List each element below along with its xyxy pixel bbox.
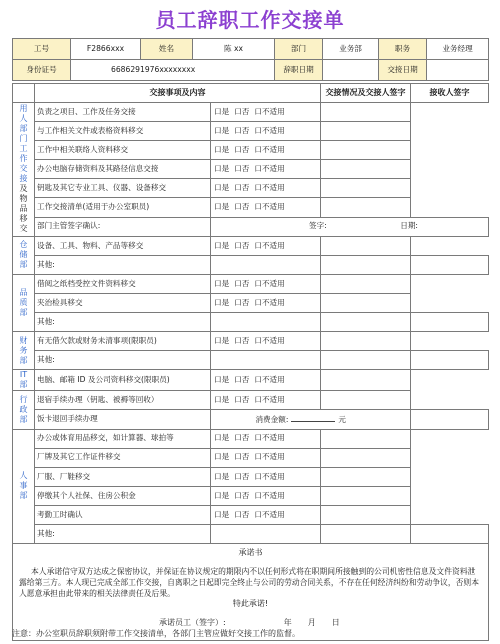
status-options [211,505,321,524]
checkbox-option[interactable]: 口否 [234,125,250,135]
receiver-signature[interactable] [321,448,411,467]
checkbox-option[interactable]: 口不适用 [254,202,285,212]
status-options [211,332,321,351]
item-label: 与工作相关文件或表格资料移交 [35,122,211,141]
checkbox-option[interactable]: 口是 [214,433,230,443]
status-options [211,236,321,255]
item-label: 设备、工具、物料、产品等移交 [35,236,211,255]
employee-info-table [12,38,489,81]
checkbox-option[interactable]: 口是 [214,452,230,462]
receiver-signature[interactable] [411,313,489,332]
item-label: 有无借欠款或财务未清事项(限职员) [35,332,211,351]
table-row [13,255,489,274]
commitment-footer: 特此承诺! [232,598,269,608]
table-row [13,332,489,351]
item-label: 厂服、厂鞋移交 [35,467,211,486]
month-label: 月 [307,617,316,627]
name-value[interactable]: 陈 xx [193,39,275,60]
item-label: 电脑、邮箱 ID 及公司资料移交(限职员) [35,370,211,391]
other-label: 其他: [35,524,211,543]
commitment-body: 本人承诺信守双方达成之保密协议，并保证在协议规定的期限内不以任何形式将在职期间所接触到的公司机密性信息及文件资料泄露给第三方。本人现已完成全部工作交接，自离职之日起即完全终止与公司的劳动合同关系，不存在任何经济纠纷和劳动争议，否则本人愿意承担由此带来的相关法律责任及后果。 [19,566,480,598]
checkbox-option[interactable]: 口否 [234,240,250,250]
table-row [13,524,489,543]
checkbox-option[interactable]: 口不适用 [254,278,285,288]
checkbox-option[interactable]: 口是 [214,297,230,307]
item-label: 工作中相关联络人资料移交 [35,141,211,160]
status-options [211,448,321,467]
receiver-signature[interactable] [411,351,489,370]
checkbox-option[interactable]: 口是 [214,278,230,288]
table-row [13,179,489,198]
table-row [13,467,489,486]
amount-unit: 元 [338,414,346,424]
other-label: 其他: [35,255,211,274]
checkbox-option[interactable]: 口不适用 [254,395,285,405]
commitment-signature[interactable] [19,619,482,628]
receiver-signature[interactable] [321,141,411,160]
item-label: 考勤工时确认 [35,505,211,524]
section-label [13,429,35,544]
receiver-signature[interactable] [321,293,411,312]
header-status: 交接情况及交接人签字 [321,84,411,103]
section-label [13,103,35,237]
receiver-signature[interactable] [321,274,411,293]
receiver-signature[interactable] [411,410,489,429]
status-options [211,370,321,391]
checkbox-option[interactable]: 口是 [214,490,230,500]
section-label [13,370,35,391]
status-options [211,486,321,505]
checkbox-option[interactable]: 口否 [234,164,250,174]
checkbox-option[interactable]: 口否 [234,297,250,307]
supervisor-confirm-label: 部门主管签字确认: [35,217,211,236]
idcard-value[interactable]: 6686291976xxxxxxxx [71,60,275,81]
checkbox-option[interactable]: 口否 [234,509,250,519]
dept-label: 部门 [275,39,323,60]
status-signature[interactable] [321,524,411,543]
status-options [211,198,321,217]
checkbox-option[interactable]: 口不适用 [254,336,285,345]
table-row [13,351,489,370]
table-row [13,236,489,255]
checkbox-option[interactable]: 口否 [234,106,250,116]
receiver-signature[interactable] [411,524,489,543]
checkbox-option[interactable]: 口否 [234,145,250,155]
checkbox-option[interactable]: 口是 [214,125,230,135]
table-row [13,313,489,332]
checkbox-option[interactable]: 口否 [234,471,250,481]
commitment-sign-label: 承诺员工（签字）: [159,617,226,627]
table-row [13,486,489,505]
table-row [13,391,489,410]
status-signature[interactable] [321,351,411,370]
receiver-signature[interactable] [321,505,411,524]
checkbox-option[interactable]: 口是 [214,336,230,345]
checkbox-option[interactable]: 口否 [234,202,250,212]
supervisor-sign-cell[interactable] [211,217,489,236]
status-options [211,274,321,293]
checkbox-option[interactable]: 口是 [214,509,230,519]
status-options [211,160,321,179]
receiver-signature[interactable] [321,103,411,122]
section-name: IT 部 [19,370,28,390]
section-label [13,236,35,274]
item-label: 办公或体育用品移交，如计算器、球拍等 [35,429,211,448]
checkbox-option[interactable]: 口是 [214,471,230,481]
status-options [211,141,321,160]
section-label [13,274,35,331]
checkbox-option[interactable]: 口不适用 [254,145,285,155]
amount-cell [211,410,411,429]
table-row [13,217,489,236]
section-name: 人事部 [19,471,28,501]
item-label: 退宿手续办理（钥匙、被褥等回收） [35,391,211,410]
receiver-signature[interactable] [321,370,411,391]
status-options [211,103,321,122]
other-input[interactable] [211,351,321,370]
emp-id-value[interactable]: F2866xxx [71,39,141,60]
section-label [13,332,35,370]
checkbox-option[interactable]: 口是 [214,240,230,250]
date-label: 日期: [400,221,418,231]
table-row [13,429,489,448]
section-name-part: 及物品移交 [19,184,28,234]
table-row [13,370,489,391]
sign-label: 签字: [309,221,327,231]
item-label: 钥匙及其它专业工具、仪器、设备移交 [35,179,211,198]
commitment-row [13,544,489,641]
receiver-signature[interactable] [321,429,411,448]
checkbox-option[interactable]: 口是 [214,164,230,174]
receiver-signature[interactable] [321,391,411,410]
section-name-part: 用人部门工作交接 [19,104,28,184]
receiver-signature[interactable] [321,122,411,141]
receiver-signature[interactable] [321,160,411,179]
status-signature[interactable] [321,255,411,274]
supervisor-sign-fields [213,222,486,230]
checkbox-option[interactable]: 口是 [214,375,230,385]
receiver-signature[interactable] [321,236,411,255]
checkbox-option[interactable]: 口不适用 [254,433,285,443]
table-row [13,505,489,524]
table-row [13,410,489,429]
checkbox-option[interactable]: 口是 [214,106,230,116]
checkbox-option[interactable]: 口否 [234,490,250,500]
commitment-cell [13,544,489,641]
table-row [13,448,489,467]
checkbox-option[interactable]: 口否 [234,395,250,405]
footer-note: 注意：办公室职员辞职须附带工作交接清单，各部门主管应做好交接工作的监督。 [12,629,300,638]
section-name: 品质部 [19,287,28,317]
other-label: 其他: [35,313,211,332]
page-title: 员工辞职工作交接单 [155,8,345,32]
checkbox-option[interactable]: 口不适用 [254,183,285,193]
status-options [211,391,321,410]
receiver-signature[interactable] [321,467,411,486]
checkbox-option[interactable]: 口是 [214,145,230,155]
amount-input[interactable] [291,415,335,422]
handover-items-table [12,83,489,641]
checkbox-option[interactable]: 口不适用 [254,471,285,481]
status-options [211,293,321,312]
item-label: 办公电脑存储资料及其路径信息交接 [35,160,211,179]
other-label: 其他: [35,351,211,370]
receiver-signature[interactable] [411,255,489,274]
receiver-signature[interactable] [321,332,411,351]
checkbox-option[interactable]: 口否 [234,336,250,345]
checkbox-option[interactable]: 口不适用 [254,452,285,462]
header-receiver: 接收人签字 [411,84,489,103]
table-row [13,141,489,160]
section-label [13,391,35,429]
other-input[interactable] [211,313,321,332]
checkbox-option[interactable]: 口否 [234,452,250,462]
checkbox-option[interactable]: 口不适用 [254,125,285,135]
other-input[interactable] [211,524,321,543]
position-label: 职务 [379,39,427,60]
position-value[interactable]: 业务经理 [427,39,489,60]
year-label: 年 [283,617,292,627]
day-label: 日 [331,617,340,627]
resign-date-value[interactable] [323,60,379,81]
table-row [13,274,489,293]
handover-date-label: 交接日期 [379,60,427,81]
table-row [13,160,489,179]
dept-value[interactable]: 业务部 [323,39,379,60]
checkbox-option[interactable]: 口不适用 [254,164,285,174]
section-name: 财务部 [19,335,28,365]
table-row [13,198,489,217]
checkbox-option[interactable]: 口不适用 [254,490,285,500]
checkbox-option[interactable]: 口不适用 [254,509,285,519]
checkbox-option[interactable]: 口不适用 [254,375,285,385]
emp-id-label: 工号 [13,39,71,60]
item-label: 负责之项目、工作及任务交接 [35,103,211,122]
name-label: 姓名 [141,39,193,60]
checkbox-option[interactable]: 口否 [234,278,250,288]
resign-date-label: 辞职日期 [275,60,323,81]
section-name: 行政部 [19,394,28,424]
item-label: 停缴其个人社保、住房公积金 [35,486,211,505]
checkbox-option[interactable]: 口否 [234,375,250,385]
table-row [13,293,489,312]
item-label: 工作交接清单(适用于办公室职员) [35,198,211,217]
checkbox-option[interactable]: 口否 [234,183,250,193]
handover-date-value[interactable] [427,60,489,81]
header-items: 交接事项及内容 [35,84,321,103]
status-options [211,467,321,486]
idcard-label: 身份证号 [13,60,71,81]
item-label: 夹治检具移交 [35,293,211,312]
status-options [211,122,321,141]
item-label: 厂牌及其它工作证件移交 [35,448,211,467]
checkbox-option[interactable]: 口是 [214,183,230,193]
checkbox-option[interactable]: 口不适用 [254,297,285,307]
checkbox-option[interactable]: 口不适用 [254,240,285,250]
receiver-signature[interactable] [321,179,411,198]
section-name: 仓储部 [19,240,28,270]
checkbox-option[interactable]: 口否 [234,433,250,443]
other-input[interactable] [211,255,321,274]
checkbox-option[interactable]: 口是 [214,202,230,212]
item-label: 借阅之纸档受控文件资料移交 [35,274,211,293]
receiver-signature[interactable] [321,198,411,217]
table-row [13,122,489,141]
item-label: 饭卡退回手续办理 [35,410,211,429]
checkbox-option[interactable]: 口不适用 [254,106,285,116]
header-blank [13,84,35,103]
status-options [211,179,321,198]
checkbox-option[interactable]: 口是 [214,395,230,405]
status-options [211,429,321,448]
amount-label: 消费金额: [255,414,289,424]
status-signature[interactable] [321,313,411,332]
table-row [13,103,489,122]
commitment-title: 承诺书 [238,548,263,558]
receiver-signature[interactable] [321,486,411,505]
